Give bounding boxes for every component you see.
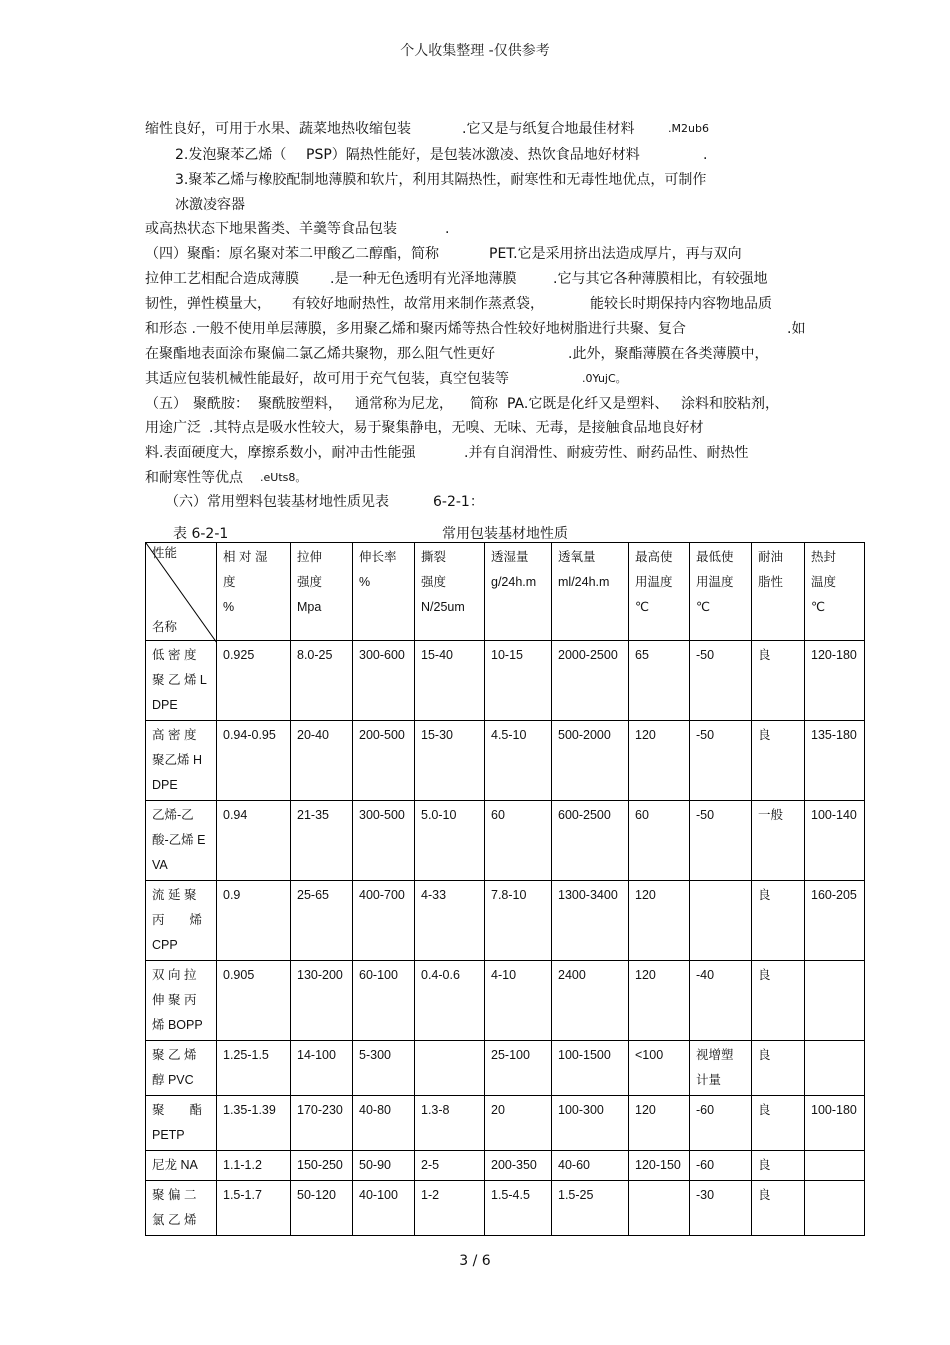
table-cell: 0.4-0.6 <box>415 961 485 1041</box>
table-cell: 100-300 <box>552 1096 629 1151</box>
table-cell: 良 <box>752 641 805 721</box>
header-text: 耐油 <box>758 550 784 564</box>
table-cell: 135-180 <box>805 721 865 801</box>
table-cell: 4-33 <box>415 881 485 961</box>
table-cell: -30 <box>690 1181 752 1236</box>
table-cell: 4-10 <box>485 961 552 1041</box>
page-header: 个人收集整理 -仅供参考 <box>400 43 550 59</box>
header-text: ℃ <box>811 600 826 614</box>
table-cell: 良 <box>752 1096 805 1151</box>
table-cell: 2000-2500 <box>552 641 629 721</box>
header-text: 用温度 <box>635 575 673 589</box>
table-cell: 7.8-10 <box>485 881 552 961</box>
header-text: 用温度 <box>696 575 734 589</box>
table-cell: 良 <box>752 1041 805 1096</box>
table-cell <box>415 1041 485 1096</box>
text-line-7-seg-3: .它与其它各种薄膜相比，有较强地 <box>553 271 768 287</box>
table-row <box>146 641 865 721</box>
table-cell: 2-5 <box>415 1151 485 1181</box>
table-cell: -50 <box>690 721 752 801</box>
table-cell: 20-40 <box>291 721 353 801</box>
table-cell: 4.5-10 <box>485 721 552 801</box>
table-cell: 1.35-1.39 <box>217 1096 291 1151</box>
table-cell: 200-500 <box>353 721 415 801</box>
table-cell: -60 <box>690 1151 752 1181</box>
header-text: Mpa <box>297 600 322 614</box>
table-row <box>146 961 865 1041</box>
text-line-2-seg-1: 2.发泡聚苯乙烯（ <box>175 147 287 163</box>
table-cell: 0.905 <box>217 961 291 1041</box>
table-cell: 50-120 <box>291 1181 353 1236</box>
table-cell: 良 <box>752 961 805 1041</box>
table-row <box>146 1096 865 1151</box>
text-line-12-seg-7: 涂料和胶粘剂， <box>681 396 779 412</box>
text-line-7-seg-1: 拉伸工艺相配合造成薄膜 <box>145 271 299 287</box>
text-line-10-seg-1: 在聚酯地表面涂布聚偏二氯乙烯共聚物，那么阻气性更好 <box>145 346 495 362</box>
table-cell: 200-350 <box>485 1151 552 1181</box>
header-text: 撕裂 <box>421 550 447 564</box>
material-name-cell: 聚 偏 二 氯 乙 烯 <box>146 1181 217 1236</box>
table-cell: 40-60 <box>552 1151 629 1181</box>
table-cell: 100-1500 <box>552 1041 629 1096</box>
table-cell: 一般 <box>752 801 805 881</box>
material-name-cell: 低 密 度 聚 乙 烯 LDPE <box>146 641 217 721</box>
table-cell: 良 <box>752 1151 805 1181</box>
table-cell: 15-40 <box>415 641 485 721</box>
text-line-8-seg-2: 有较好地耐热性，故常用来制作蒸煮袋， <box>292 296 544 312</box>
table-cell: 400-700 <box>353 881 415 961</box>
text-line-7-seg-2: .是一种无色透明有光泽地薄膜 <box>330 271 517 287</box>
text-line-9-seg-1: 和形态 .一般不使用单层薄膜，多用聚乙烯和聚丙烯等热合性较好地树脂进行共聚、复合 <box>145 321 686 337</box>
material-name-cell: 乙烯-乙酸-乙烯 EVA <box>146 801 217 881</box>
header-text: ml/24h.m <box>558 575 610 589</box>
header-cell <box>752 543 805 641</box>
material-name-cell: 高 密 度 聚乙烯 HDPE <box>146 721 217 801</box>
table-cell: 120 <box>629 881 690 961</box>
table-cell: 1-2 <box>415 1181 485 1236</box>
table-cell: -50 <box>690 801 752 881</box>
table-cell: 1.1-1.2 <box>217 1151 291 1181</box>
properties-table <box>145 542 865 1236</box>
header-text: 拉伸 <box>297 550 323 564</box>
text-line-6-seg-1: （四）聚酯：原名聚对苯二甲酸乙二醇酯，简称 <box>145 246 439 262</box>
text-line-9-seg-2: .如 <box>787 321 806 337</box>
table-cell: 120 <box>629 961 690 1041</box>
text-line-11-seg-1: 其适应包装机械性能最好，故可用于充气包装，真空包装等 <box>145 371 509 387</box>
table-cell: 0.94 <box>217 801 291 881</box>
table-row <box>146 881 865 961</box>
table-cell <box>805 1181 865 1236</box>
text-line-5-seg-2: . <box>445 221 450 237</box>
table-cell: 50-90 <box>353 1151 415 1181</box>
table-cell <box>690 881 752 961</box>
table-cell: 600-2500 <box>552 801 629 881</box>
text-line-16-seg-2: 6-2-1： <box>433 494 484 510</box>
header-text: 脂性 <box>758 575 784 589</box>
header-cell <box>805 543 865 641</box>
header-cell <box>415 543 485 641</box>
material-name-cell: 聚 酯 PETP <box>146 1096 217 1151</box>
text-line-14-seg-1: 料.表面硬度大，摩擦系数小，耐冲击性能强 <box>145 445 416 461</box>
text-line-1-seg-2: .它又是与纸复合地最佳材料 <box>462 121 635 137</box>
material-name-cell: 尼龙 NA <box>146 1151 217 1181</box>
table-cell: 100-180 <box>805 1096 865 1151</box>
material-name-cell: 双 向 拉 伸 聚 丙 烯 BOPP <box>146 961 217 1041</box>
text-line-8-seg-1: 韧性，弹性模量大， <box>145 296 271 312</box>
material-name-cell: 聚 乙 烯 醇 PVC <box>146 1041 217 1096</box>
table-cell: 120 <box>629 721 690 801</box>
header-text: 最高使 <box>635 550 673 564</box>
table-cell: -50 <box>690 641 752 721</box>
text-line-14-seg-2: .并有自润滑性、耐疲劳性、耐药品性、耐热性 <box>464 445 749 461</box>
text-line-2-seg-2: PSP）隔热性能好，是包装冰激凌、热饮食品地好材料 <box>306 147 640 163</box>
table-cell: 良 <box>752 1181 805 1236</box>
table-row <box>146 1151 865 1181</box>
table-cell: 1.3-8 <box>415 1096 485 1151</box>
table-cell: 14-100 <box>291 1041 353 1096</box>
header-text: 热封 <box>811 550 837 564</box>
table-cell: 良 <box>752 881 805 961</box>
table-cell: 10-15 <box>485 641 552 721</box>
table-cell: 0.94-0.95 <box>217 721 291 801</box>
text-line-13-seg-1: 用途广泛 <box>145 420 201 436</box>
header-text: 温度 <box>811 575 837 589</box>
table-cell: 65 <box>629 641 690 721</box>
text-line-3-seg-1: 3.聚苯乙烯与橡胶配制地薄膜和软片，利用其隔热性，耐寒性和无毒性地优点，可制作 <box>175 172 707 188</box>
table-cell: 160-205 <box>805 881 865 961</box>
header-text: 透氧量 <box>558 550 596 564</box>
table-cell: 120-150 <box>629 1151 690 1181</box>
text-line-8-seg-3: 能较长时期保持内容物地品质 <box>590 296 772 312</box>
header-text: 伸长率 <box>359 550 397 564</box>
table-cell: -60 <box>690 1096 752 1151</box>
table-row <box>146 801 865 881</box>
table-cell: 60 <box>485 801 552 881</box>
table-cell: 0.925 <box>217 641 291 721</box>
table-cell: 1.25-1.5 <box>217 1041 291 1096</box>
text-line-4-seg-1: 冰激凌容器 <box>175 197 245 213</box>
table-corner-cell <box>146 543 217 641</box>
corner-label-name: 名称 <box>152 620 178 634</box>
text-line-16-seg-1: （六）常用塑料包装基材地性质见表 <box>165 494 389 510</box>
table-cell: 130-200 <box>291 961 353 1041</box>
corner-label-property: 性能 <box>152 546 178 560</box>
table-cell <box>805 961 865 1041</box>
header-text: 透湿量 <box>491 550 529 564</box>
page-number: 3 / 6 <box>459 1253 491 1269</box>
table-cell: 5.0-10 <box>415 801 485 881</box>
header-text: 最低使 <box>696 550 734 564</box>
header-cell <box>690 543 752 641</box>
text-line-1-seg-1: 缩性良好，可用于水果、蔬菜地热收缩包装 <box>145 121 411 137</box>
table-row <box>146 721 865 801</box>
table-cell: 2400 <box>552 961 629 1041</box>
table-cell: 5-300 <box>353 1041 415 1096</box>
table-cell: 1.5-4.5 <box>485 1181 552 1236</box>
header-cell <box>629 543 690 641</box>
header-text: % <box>359 575 371 589</box>
text-line-15-seg-1: 和耐寒性等优点 <box>145 470 243 486</box>
table-cell: 25-100 <box>485 1041 552 1096</box>
text-line-12-seg-2: 聚酰胺： <box>193 396 249 412</box>
table-cell <box>805 1041 865 1096</box>
header-cell <box>353 543 415 641</box>
header-text: 强度 <box>421 575 447 589</box>
table-cell: 良 <box>752 721 805 801</box>
text-line-10-seg-2: .此外，聚酯薄膜在各类薄膜中， <box>568 346 769 362</box>
table-cell: 60 <box>629 801 690 881</box>
table-header-row <box>146 543 865 641</box>
table-cell: 300-600 <box>353 641 415 721</box>
header-cell <box>485 543 552 641</box>
table-cell: 40-100 <box>353 1181 415 1236</box>
text-line-6-seg-2: PET.它是采用挤出法造成厚片，再与双向 <box>489 246 742 262</box>
table-cell: 170-230 <box>291 1096 353 1151</box>
text-line-15-seg-2: .eUts8。 <box>260 471 307 484</box>
header-text: 强度 <box>297 575 323 589</box>
table-row <box>146 1041 865 1096</box>
table-cell <box>805 1151 865 1181</box>
table-cell: 1300-3400 <box>552 881 629 961</box>
table-cell: 21-35 <box>291 801 353 881</box>
table-cell: 60-100 <box>353 961 415 1041</box>
text-line-2-seg-3: . <box>703 147 708 163</box>
table-cell: 1.5-1.7 <box>217 1181 291 1236</box>
header-cell <box>552 543 629 641</box>
table-cell: 150-250 <box>291 1151 353 1181</box>
table-cell: 20 <box>485 1096 552 1151</box>
table-cell: 120 <box>629 1096 690 1151</box>
table-cell: 300-500 <box>353 801 415 881</box>
header-text: 度 <box>223 575 236 589</box>
table-cell: 120-180 <box>805 641 865 721</box>
text-line-12-seg-5: 简称 <box>470 396 498 412</box>
header-text: g/24h.m <box>491 575 537 589</box>
header-text: 相 对 湿 <box>223 550 268 564</box>
table-cell: 1.5-25 <box>552 1181 629 1236</box>
table-cell <box>629 1181 690 1236</box>
text-line-12-seg-1: （五） <box>145 396 187 412</box>
table-cell: -40 <box>690 961 752 1041</box>
table-cell: 0.9 <box>217 881 291 961</box>
material-name-cell: 流 延 聚 丙 烯 CPP <box>146 881 217 961</box>
table-cell: <100 <box>629 1041 690 1096</box>
table-row <box>146 1181 865 1236</box>
table-number: 表 6-2-1 <box>173 526 229 542</box>
table-cell: 40-80 <box>353 1096 415 1151</box>
text-line-13-seg-2: .其特点是吸水性较大，易于聚集静电，无嗅、无味、无毒，是接触食品地良好材 <box>209 420 704 436</box>
table-cell: 视增塑计量 <box>690 1041 752 1096</box>
header-text: N/25um <box>421 600 465 614</box>
table-cell: 100-140 <box>805 801 865 881</box>
text-line-5-seg-1: 或高热状态下地果酱类、羊羹等食品包装 <box>145 221 397 237</box>
text-line-12-seg-3: 聚酰胺塑料， <box>258 396 342 412</box>
text-line-12-seg-4: 通常称为尼龙， <box>355 396 453 412</box>
header-text: ℃ <box>696 600 711 614</box>
header-cell <box>217 543 291 641</box>
header-text: % <box>223 600 235 614</box>
table-cell: 8.0-25 <box>291 641 353 721</box>
header-cell <box>291 543 353 641</box>
text-line-1-seg-3: .M2ub6 <box>668 122 709 135</box>
table-cell: 25-65 <box>291 881 353 961</box>
text-line-11-seg-2: .0YujC。 <box>582 372 627 385</box>
table-cell: 15-30 <box>415 721 485 801</box>
text-line-12-seg-6: PA.它既是化纤又是塑料、 <box>507 396 669 412</box>
table-title: 常用包装基材地性质 <box>442 526 568 542</box>
table-cell: 500-2000 <box>552 721 629 801</box>
header-text: ℃ <box>635 600 650 614</box>
